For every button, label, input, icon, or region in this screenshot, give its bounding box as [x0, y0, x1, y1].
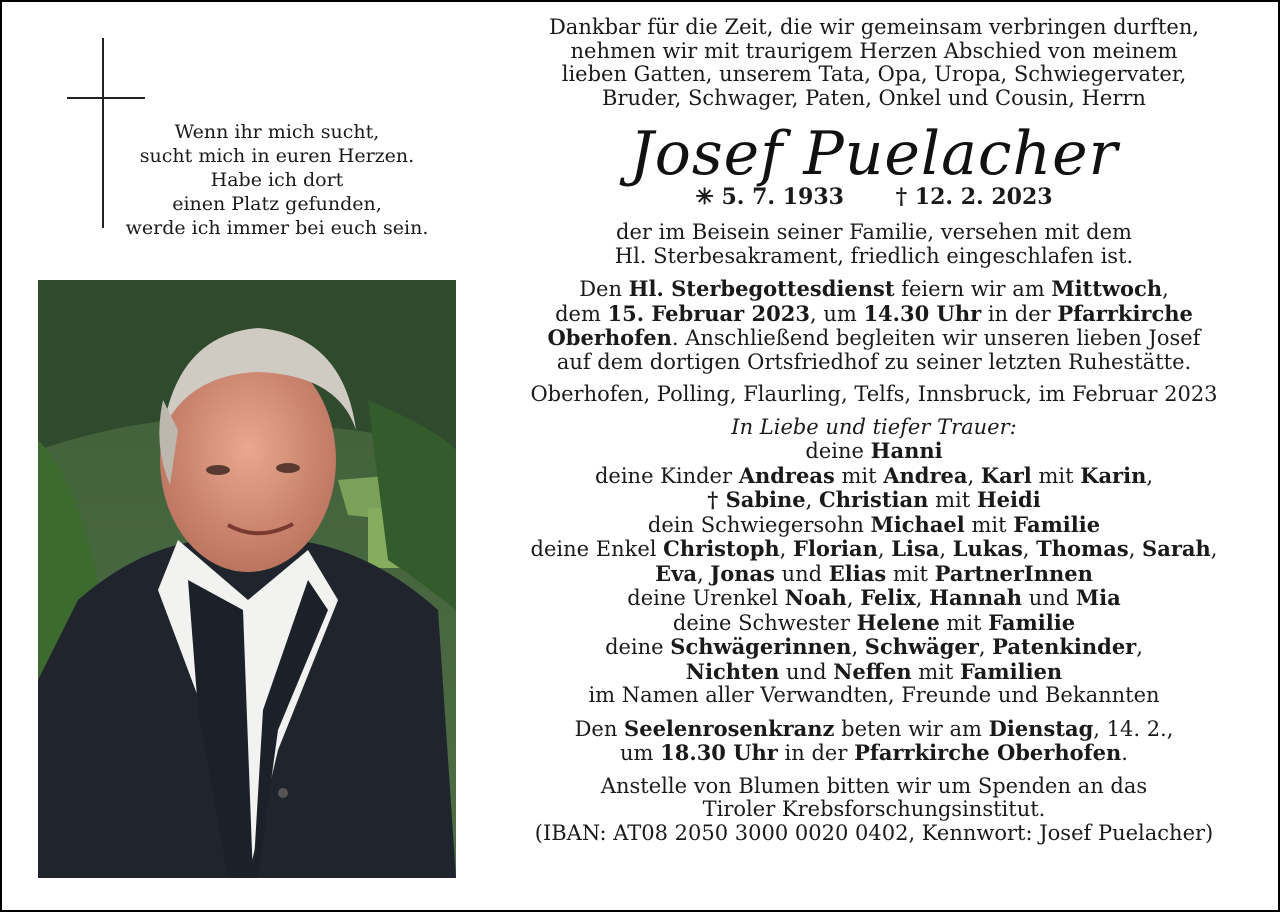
family-line: Nichten und Neffen mit Familien [685, 658, 1063, 684]
family-line: dein Schwiegersohn Michael mit Familie [647, 511, 1101, 537]
portrait-photo [38, 280, 456, 878]
family-line: deine Schwägerinnen, Schwäger, Patenkinder, [605, 634, 1143, 659]
announcement-text [492, 16, 1256, 845]
cross-icon-bar [67, 97, 145, 99]
portrait-photo-illustration [38, 280, 456, 878]
poem [92, 120, 462, 240]
donation-line: (IBAN: AT08 2050 3000 0020 0402, Kennwort: Josef Puelacher) [534, 820, 1214, 845]
mourning-header: In Liebe und tiefer Trauer: [731, 414, 1017, 439]
family-line: Eva, Jonas und Elias mit PartnerInnen [655, 560, 1093, 586]
poem-line: Habe ich dort [210, 169, 344, 191]
family-line: deine Kinder Andreas mit Andrea, Karl mit Karin, [594, 462, 1154, 488]
intro-line: nehmen wir mit traurigem Herzen Abschied von meinem [570, 38, 1178, 63]
service-line: Oberhofen. Anschließend begleiten wir unseren lieben Josef [547, 325, 1201, 350]
intro-line: Dankbar für die Zeit, die wir gemeinsam verbringen durften, [548, 15, 1200, 39]
life-dates [492, 184, 1256, 210]
service-line: Den Hl. Sterbegottesdienst feiern wir am Mittwoch, [579, 276, 1169, 301]
family-line: deine Schwester Helene mit Familie [672, 609, 1076, 635]
family-line: deine Enkel Christoph, Florian, Lisa, Lukas, Thomas, Sarah, [530, 536, 1218, 561]
family-line: im Namen aller Verwandten, Freunde und Bekannten [588, 683, 1160, 707]
rosary-line: Den Seelenrosenkranz beten wir am Dienstag, 14. 2., [574, 715, 1174, 741]
family-line: deine Urenkel Noah, Felix, Hannah und Mia [627, 585, 1121, 610]
poem-line: sucht mich in euren Herzen. [139, 145, 415, 167]
family-line: deine Hanni [805, 438, 943, 463]
donation-line: Tiroler Krebsforschungsinstitut. [702, 797, 1046, 821]
service-line: auf dem dortigen Ortsfriedhof zu seiner letzten Ruhestätte. [556, 349, 1192, 374]
intro-line: Bruder, Schwager, Paten, Onkel und Cousin, Herrn [602, 85, 1146, 110]
death-date: † 12. 2. 2023 [895, 184, 1053, 210]
service-line: dem 15. Februar 2023, um 14.30 Uhr in der Pfarrkirche [555, 300, 1193, 326]
birth-date: ✳ 5. 7. 1933 [695, 184, 844, 210]
rosary-line: um 18.30 Uhr in der Pfarrkirche Oberhofen. [620, 740, 1128, 765]
passing-line: Hl. Sterbesakrament, friedlich eingeschlafen ist. [614, 243, 1134, 268]
places-line: Oberhofen, Polling, Flaurling, Telfs, Innsbruck, im Februar 2023 [530, 382, 1218, 406]
poem-line: werde ich immer bei euch sein. [125, 217, 429, 239]
passing-line: der im Beisein seiner Familie, versehen mit dem [616, 220, 1132, 244]
deceased-name: Josef Puelacher [629, 119, 1119, 189]
intro-line: lieben Gatten, unserem Tata, Opa, Uropa, Schwiegervater, [561, 62, 1187, 86]
family-line: † Sabine, Christian mit Heidi [707, 487, 1041, 512]
poem-line: Wenn ihr mich sucht, [174, 121, 380, 143]
poem-line: einen Platz gefunden, [172, 193, 382, 215]
donation-line: Anstelle von Blumen bitten wir um Spenden an das [600, 773, 1148, 798]
